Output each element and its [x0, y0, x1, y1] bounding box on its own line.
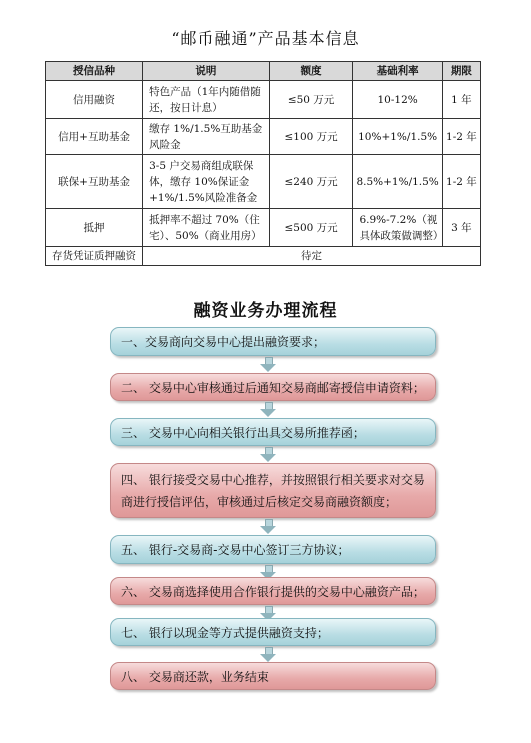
- table-cell: 1 年: [442, 81, 480, 119]
- table-cell: 缴存 1%/1.5%互助基金风险金: [143, 119, 270, 155]
- col-header: 授信品种: [46, 62, 143, 81]
- table-cell: ≤100 万元: [269, 119, 353, 155]
- table-row: [46, 81, 481, 119]
- table-cell: 10%+1%/1.5%: [353, 119, 442, 155]
- table-row: [46, 209, 481, 247]
- col-header: 说明: [143, 62, 270, 81]
- flow-step-1: 一、交易商向交易中心提出融资要求；: [110, 327, 436, 356]
- flow-title: 融资业务办理流程: [193, 301, 338, 321]
- table-row: [46, 155, 481, 209]
- flow-step-5: 五、 银行-交易商-交易中心签订三方协议；: [110, 535, 436, 564]
- table-cell: ≤50 万元: [269, 81, 353, 119]
- table-cell: 存货凭证质押融资: [46, 247, 143, 266]
- table-cell: 3 年: [442, 209, 480, 247]
- flow-step-2: 二、 交易中心审核通过后通知交易商邮寄授信申请资料；: [110, 373, 436, 401]
- table-cell: 10-12%: [353, 81, 442, 119]
- table-cell: 3-5 户交易商组成联保体，缴存 10%保证金+1%/1.5%风险准备金: [143, 155, 270, 209]
- table-cell: ≤240 万元: [269, 155, 353, 209]
- table-cell: 抵押率不超过 70%（住宅）、50%（商业用房）: [143, 209, 270, 247]
- flow-step-6: 六、 交易商选择使用合作银行提供的交易中心融资产品；: [110, 577, 436, 605]
- table-cell: 特色产品（1年内随借随还，按日计息）: [143, 81, 270, 119]
- col-header: 基础利率: [353, 62, 442, 81]
- table-cell: 信用融资: [46, 81, 143, 119]
- col-header: 期限: [442, 62, 480, 81]
- table-cell: 抵押: [46, 209, 143, 247]
- flow-step-8: 八、 交易商还款，业务结束: [110, 662, 436, 690]
- table-row: [46, 119, 481, 155]
- table-cell: ≤500 万元: [269, 209, 353, 247]
- flow-step-4: 四、 银行接受交易中心推荐，并按照银行相关要求对交易商进行授信评估，审核通过后核定交易商融资额度；: [110, 463, 436, 518]
- table-cell: 1-2 年: [442, 155, 480, 209]
- flow-step-3: 三、 交易中心向相关银行出具交易所推荐函；: [110, 418, 436, 446]
- page-title: “邮币融通”产品基本信息: [171, 29, 360, 48]
- table-cell: 信用+互助基金: [46, 119, 143, 155]
- table-cell: 待定: [143, 247, 481, 266]
- table-row: [46, 247, 481, 266]
- table-cell: 6.9%-7.2%（视具体政策做调整）: [353, 209, 442, 247]
- col-header: 额度: [269, 62, 353, 81]
- table-header-row: [46, 62, 481, 81]
- flow-step-7: 七、 银行以现金等方式提供融资支持；: [110, 618, 436, 646]
- table-cell: 8.5%+1%/1.5%: [353, 155, 442, 209]
- table-cell: 联保+互助基金: [46, 155, 143, 209]
- product-info-table: [45, 61, 481, 266]
- table-cell: 1-2 年: [442, 119, 480, 155]
